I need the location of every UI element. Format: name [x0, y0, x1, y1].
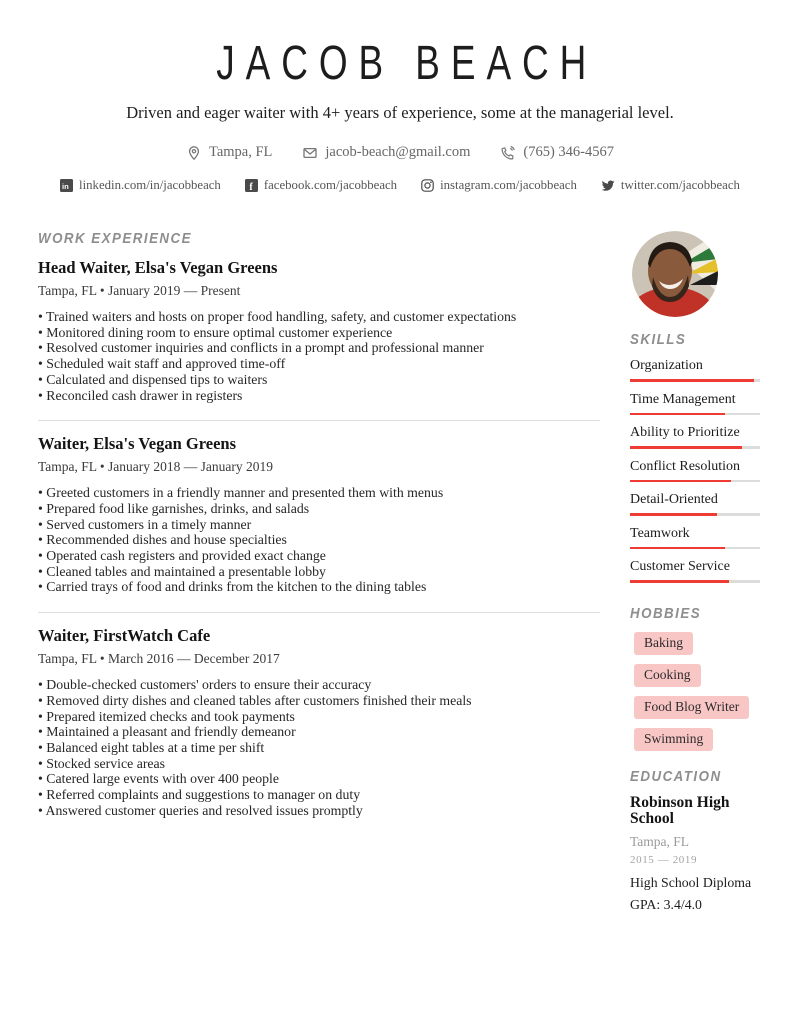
bullet-item: • Stocked service areas — [38, 756, 600, 772]
bullet-item: • Referred complaints and suggestions to manager on duty — [38, 787, 600, 803]
skill-label: Detail-Oriented — [630, 492, 718, 507]
skill-level-fill — [630, 513, 717, 516]
skills-heading: SKILLS — [630, 332, 687, 348]
contact-email[interactable] — [302, 144, 470, 161]
linkedin-icon — [60, 179, 73, 192]
avatar — [632, 231, 718, 317]
job-meta: Tampa, FL • January 2019 — Present — [38, 283, 241, 298]
tagline: Driven and eager waiter with 4+ years of experience, some at the managerial level. — [126, 103, 674, 122]
social-link-linkedin[interactable] — [60, 178, 221, 193]
contact-location — [186, 144, 272, 161]
job-bullets — [38, 677, 600, 818]
skill-item — [630, 392, 770, 416]
school-name: Robinson High School — [630, 793, 730, 828]
skill-label: Ability to Prioritize — [630, 425, 740, 440]
job-title: Head Waiter, Elsa's Vegan Greens — [38, 258, 278, 277]
skill-bar — [630, 547, 760, 550]
sidebar — [630, 231, 770, 913]
social-twitter-text: twitter.com/jacobbeach — [620, 178, 740, 192]
bullet-item: • Calculated and dispensed tips to waiters — [38, 372, 600, 388]
bullet-item: • Recommended dishes and house specialties — [38, 532, 600, 548]
bullet-item: • Catered large events with over 400 people — [38, 771, 600, 787]
bullet-item: • Operated cash registers and provided exact change — [38, 548, 600, 564]
education-section — [630, 769, 770, 913]
job-entry — [38, 258, 600, 403]
bullet-item: • Removed dirty dishes and cleaned tables after customers finished their meals — [38, 693, 600, 709]
hobby-tag: Cooking — [634, 664, 701, 687]
svg-text:in: in — [62, 182, 69, 191]
skill-level-fill — [630, 547, 725, 550]
skill-level-fill — [630, 480, 731, 483]
instagram-icon — [421, 179, 434, 192]
job-meta: Tampa, FL • January 2018 — January 2019 — [38, 459, 273, 475]
bullet-item: • Prepared food like garnishes, drinks, and salads — [38, 501, 600, 517]
skill-bar — [630, 379, 760, 382]
contact-row — [0, 144, 800, 161]
work-experience-section — [38, 231, 600, 913]
job-bullets — [38, 485, 600, 595]
bullet-item: • Served customers in a timely manner — [38, 517, 600, 533]
social-linkedin-text: linkedin.com/in/jacobbeach — [79, 178, 221, 192]
person-name: JACOB BEACH — [216, 36, 597, 90]
skill-item — [630, 425, 770, 449]
bullet-item: • Cleaned tables and maintained a presentable lobby — [38, 564, 600, 580]
skill-level-fill — [630, 580, 729, 583]
skill-label: Customer Service — [630, 559, 730, 574]
skill-bar — [630, 446, 760, 449]
skill-item — [630, 526, 770, 550]
hobbies-section — [630, 606, 770, 751]
school-years: 2015 — 2019 — [630, 853, 698, 866]
skill-item — [630, 559, 770, 583]
job-bullets — [38, 309, 600, 403]
contact-email-text: jacob-beach@gmail.com — [325, 144, 471, 160]
bullet-item: • Resolved customer inquiries and conflicts in a prompt and professional manner — [38, 340, 600, 356]
email-icon — [302, 145, 318, 161]
hobbies-list — [630, 632, 770, 751]
skill-bar — [630, 580, 760, 583]
section-divider — [38, 420, 600, 421]
skill-item — [630, 358, 770, 382]
job-title: Waiter, Elsa's Vegan Greens — [38, 434, 237, 454]
bullet-item: • Double-checked customers' orders to ensure their accuracy — [38, 677, 600, 693]
skill-bar — [630, 513, 760, 516]
skill-label: Time Management — [630, 391, 736, 407]
skill-label: Teamwork — [630, 525, 690, 541]
bullet-item: • Reconciled cash drawer in registers — [38, 388, 600, 404]
location-pin-icon — [186, 145, 202, 161]
skills-list — [630, 358, 770, 583]
job-meta: Tampa, FL • March 2016 — December 2017 — [38, 651, 280, 667]
section-divider — [38, 612, 600, 613]
hobby-tag: Food Blog Writer — [634, 696, 749, 719]
bullet-item: • Balanced eight tables at a time per shift — [38, 740, 600, 756]
resume-header — [0, 0, 800, 193]
social-instagram-text: instagram.com/jacobbeach — [440, 178, 577, 192]
social-facebook-text: facebook.com/jacobbeach — [263, 178, 398, 192]
school-location: Tampa, FL — [630, 833, 690, 849]
job-entry — [38, 434, 600, 595]
bullet-item: • Answered customer queries and resolved issues promptly — [38, 803, 600, 819]
skills-section — [630, 332, 770, 583]
social-row — [0, 178, 800, 193]
social-link-instagram[interactable] — [421, 178, 577, 193]
social-link-twitter[interactable] — [601, 178, 740, 193]
contact-phone[interactable] — [500, 144, 614, 161]
skill-label: Organization — [630, 358, 703, 373]
hobbies-heading: HOBBIES — [630, 605, 702, 622]
degree: High School Diploma — [630, 874, 752, 890]
svg-text:f: f — [249, 182, 253, 192]
skill-label: Conflict Resolution — [630, 458, 741, 474]
skill-level-fill — [630, 379, 754, 382]
work-experience-heading: WORK EXPERIENCE — [38, 231, 193, 247]
bullet-item: • Greeted customers in a friendly manner and presented them with menus — [38, 485, 600, 501]
skill-item — [630, 492, 770, 516]
skill-bar — [630, 480, 760, 483]
social-link-facebook[interactable] — [245, 178, 397, 193]
bullet-item: • Maintained a pleasant and friendly demeanor — [38, 724, 600, 740]
resume-body — [0, 231, 800, 913]
phone-icon — [500, 145, 516, 161]
gpa: GPA: 3.4/4.0 — [630, 896, 702, 912]
skill-item — [630, 459, 770, 483]
skill-level-fill — [630, 446, 742, 449]
facebook-icon — [245, 179, 258, 192]
hobby-tag: Baking — [634, 632, 693, 655]
bullet-item: • Carried trays of food and drinks from the kitchen to the dining tables — [38, 579, 600, 595]
contact-phone-text: (765) 346-4567 — [523, 144, 615, 160]
twitter-icon — [601, 179, 615, 192]
education-heading: EDUCATION — [630, 768, 722, 785]
bullet-item: • Prepared itemized checks and took payments — [38, 709, 600, 725]
bullet-item: • Scheduled wait staff and approved time-off — [38, 356, 600, 372]
job-entry — [38, 626, 600, 818]
bullet-item: • Trained waiters and hosts on proper food handling, safety, and customer expectations — [38, 309, 600, 325]
contact-location-text: Tampa, FL — [208, 144, 273, 160]
bullet-item: • Monitored dining room to ensure optimal customer experience — [38, 325, 600, 341]
skill-bar — [630, 413, 760, 416]
hobby-tag: Swimming — [634, 728, 713, 751]
profile-photo — [632, 231, 718, 317]
skill-level-fill — [630, 413, 725, 416]
job-title: Waiter, FirstWatch Cafe — [38, 626, 211, 646]
